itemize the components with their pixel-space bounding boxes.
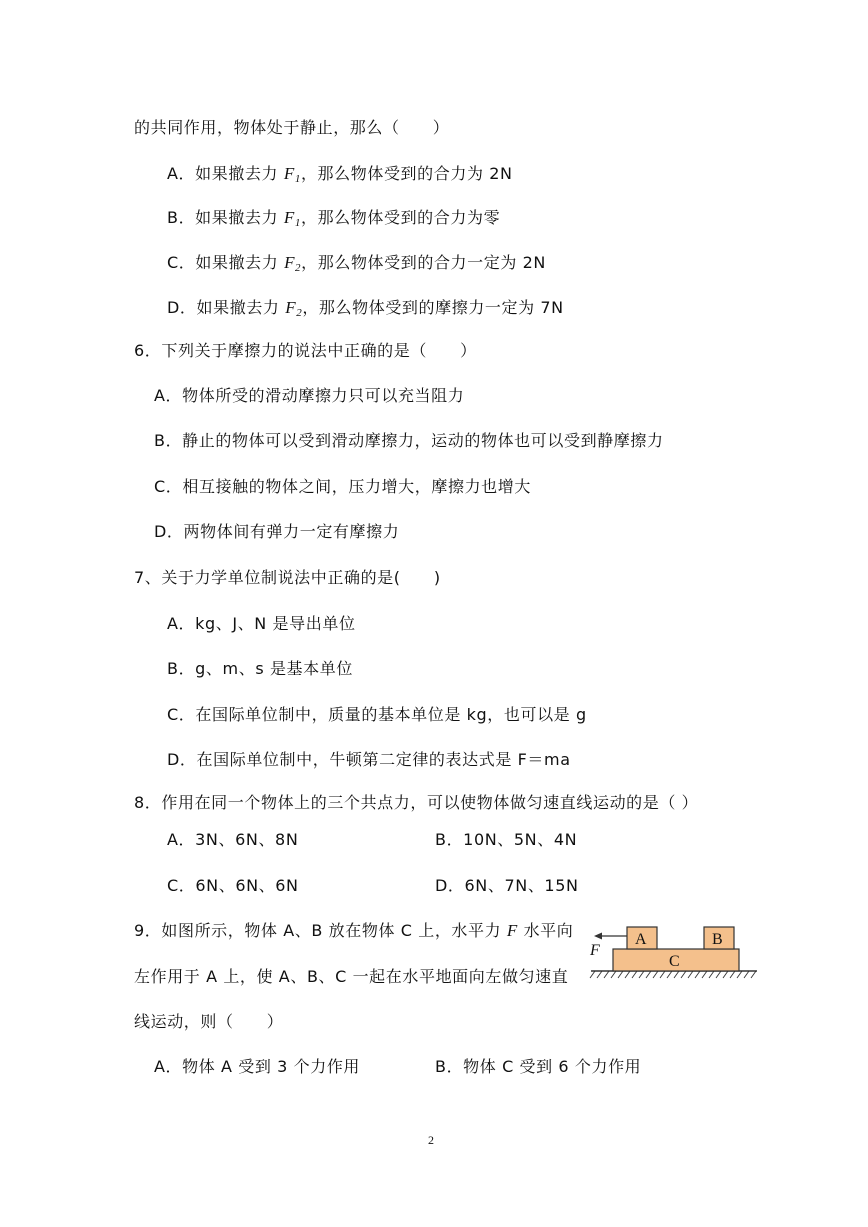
q5-option-c-var: F — [284, 253, 296, 272]
q5-option-a-suffix: ，那么物体受到的合力为 2N — [300, 164, 513, 183]
block-b-label: B — [712, 931, 723, 948]
q8-option-b: B．10N、5N、4N — [435, 830, 578, 849]
q5-stem-end: 的共同作用，物体处于静止，那么（ ） — [134, 118, 450, 137]
q8-option-c: C．6N、6N、6N — [167, 876, 299, 895]
q5-option-a-prefix: A．如果撤去力 — [167, 164, 284, 183]
q9-stem-line-1-b: 水平向 — [517, 921, 574, 940]
q5-option-d-suffix: ，那么物体受到的摩擦力一定为 7N — [302, 298, 564, 317]
q6-option-c: C．相互接触的物体之间，压力增大，摩擦力也增大 — [154, 477, 531, 496]
q7-option-b: B．g、m、s 是基本单位 — [167, 659, 353, 678]
q9-stem-line-2: 左作用于 A 上，使 A、B、C 一起在水平地面向左做匀速直 — [134, 967, 569, 986]
q9-stem-line-1-a: 9．如图所示，物体 A、B 放在物体 C 上，水平力 — [134, 921, 507, 940]
q9-option-a: A．物体 A 受到 3 个力作用 — [154, 1057, 361, 1076]
q7-stem: 7、关于力学单位制说法中正确的是( ) — [134, 568, 441, 587]
q8-option-a: A．3N、6N、8N — [167, 830, 299, 849]
q8-stem: 8．作用在同一个物体上的三个共点力，可以使物体做匀速直线运动的是（ ） — [134, 793, 699, 812]
q5-option-d — [167, 297, 564, 324]
force-arrow-head — [594, 933, 602, 940]
q9-option-b: B．物体 C 受到 6 个力作用 — [435, 1057, 642, 1076]
q5-option-d-prefix: D．如果撤去力 — [167, 298, 286, 317]
q5-option-c — [167, 252, 546, 279]
q5-option-c-suffix: ，那么物体受到的合力一定为 2N — [301, 253, 546, 272]
force-label: F — [590, 942, 600, 959]
q5-option-d-var: F — [285, 298, 297, 317]
q5-option-c-prefix: C．如果撤去力 — [167, 253, 285, 272]
q7-option-d: D．在国际单位制中，牛顿第二定律的表达式是 F＝ma — [167, 750, 571, 769]
page-number: 2 — [428, 1133, 434, 1147]
q5-option-a-sub: 1 — [294, 173, 301, 185]
q9-stem-var: F — [506, 921, 518, 940]
q5-option-c-sub: 2 — [295, 262, 302, 274]
q6-option-a: A．物体所受的滑动摩擦力只可以充当阻力 — [154, 386, 465, 405]
q7-option-c: C．在国际单位制中，质量的基本单位是 kg，也可以是 g — [167, 705, 587, 724]
q5-option-a-var: F — [283, 164, 295, 183]
q7-option-a: A．kg、J、N 是导出单位 — [167, 614, 356, 633]
q5-option-b-var: F — [283, 208, 295, 227]
q9-stem-line-3: 线运动，则（ ） — [134, 1012, 284, 1031]
q6-option-d: D．两物体间有弹力一定有摩擦力 — [154, 522, 400, 541]
q5-option-b-suffix: ，那么物体受到的合力为零 — [300, 208, 501, 227]
q9-stem-line-1 — [134, 920, 573, 942]
q5-option-a — [167, 163, 513, 190]
q8-option-d: D．6N、7N、15N — [435, 876, 579, 895]
q6-stem: 6．下列关于摩擦力的说法中正确的是（ ） — [134, 341, 477, 360]
q5-option-d-sub: 2 — [296, 307, 303, 319]
block-a-label: A — [635, 931, 647, 948]
q9-diagram — [585, 918, 757, 984]
block-c-label: C — [669, 953, 680, 970]
ground-hatching — [590, 971, 756, 978]
q5-option-b — [167, 207, 500, 234]
q6-option-b: B．静止的物体可以受到滑动摩擦力，运动的物体也可以受到静摩擦力 — [154, 431, 664, 450]
q5-option-b-prefix: B．如果撤去力 — [167, 208, 284, 227]
q5-option-b-sub: 1 — [294, 217, 301, 229]
